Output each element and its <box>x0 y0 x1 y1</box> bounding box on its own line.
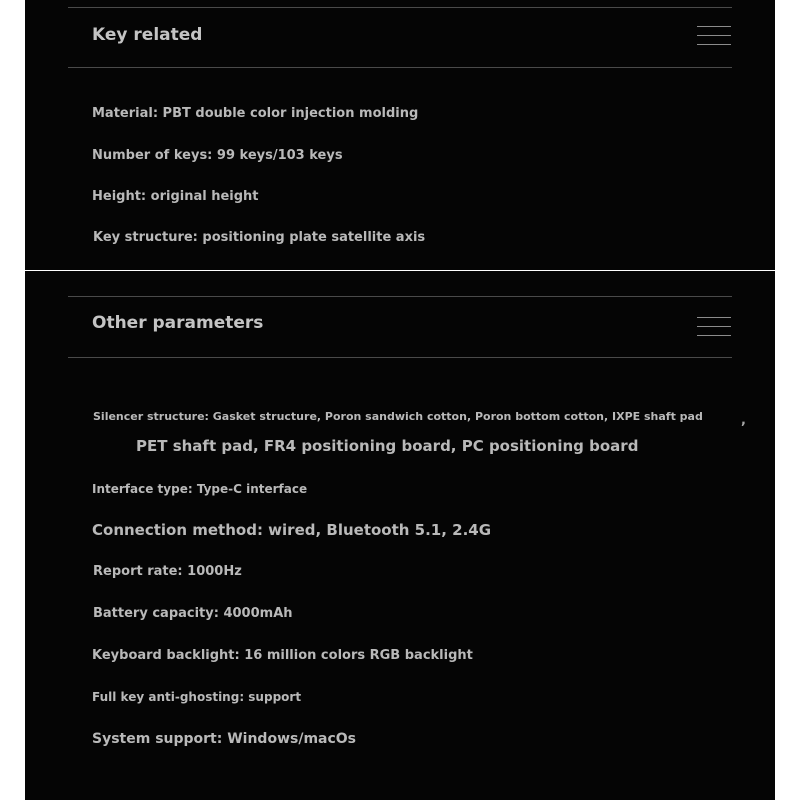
spec-interface-type: Interface type: Type-C interface <box>92 482 308 496</box>
key-related-panel <box>25 0 775 270</box>
spec-anti-ghosting: Full key anti-ghosting: support <box>92 690 302 704</box>
section-top-divider <box>68 296 732 297</box>
spec-material: Material: PBT double color injection molding <box>92 106 419 121</box>
spec-report-rate: Report rate: 1000Hz <box>93 564 242 579</box>
spec-silencer-structure: Silencer structure: Gasket structure, Poron sandwich cotton, Poron bottom cotton, IXPE shaft pad <box>93 410 703 423</box>
spec-connection-method: Connection method: wired, Bluetooth 5.1, 2.4G <box>92 521 492 539</box>
spec-number-of-keys: Number of keys: 99 keys/103 keys <box>92 148 343 163</box>
spec-height: Height: original height <box>92 189 259 204</box>
spec-system-support: System support: Windows/macOs <box>92 731 357 747</box>
key-related-title: Key related <box>92 25 203 45</box>
silencer-comma: , <box>741 413 746 428</box>
other-parameters-title: Other parameters <box>92 313 264 333</box>
spec-battery-capacity: Battery capacity: 4000mAh <box>93 606 293 621</box>
other-parameters-panel <box>25 271 775 800</box>
hamburger-menu-icon[interactable] <box>697 26 731 46</box>
spec-silencer-structure-cont: PET shaft pad, FR4 positioning board, PC positioning board <box>136 437 639 455</box>
spec-key-structure: Key structure: positioning plate satellite axis <box>93 230 426 245</box>
section-top-divider <box>68 7 732 8</box>
hamburger-menu-icon[interactable] <box>697 317 731 337</box>
section-header-divider <box>68 357 732 358</box>
section-header-divider <box>68 67 732 68</box>
spec-keyboard-backlight: Keyboard backlight: 16 million colors RGB backlight <box>92 648 473 663</box>
